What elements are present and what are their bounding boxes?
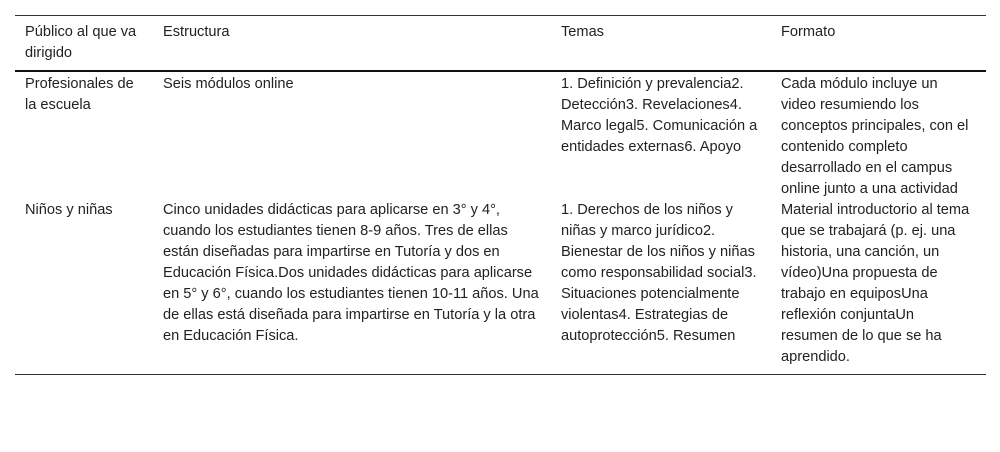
table-row [15,200,986,375]
table-body [15,71,986,375]
header-row [15,16,986,72]
header-temas: Temas [561,24,604,40]
cell-temas: 1. Derechos de los niños y niñas y marco jurídico2. Bienestar de los niños y niñas como responsabilidad social3. Situaciones potencialmente violentas4. Estrategias de autoprotección5. Resumen [561,202,757,344]
cell-formato: Cada módulo incluye un video resumiendo los conceptos principales, con el contenido completo desarrollado en el campus online junto a una actividad [781,76,969,197]
header-formato: Formato [781,24,836,40]
cell-publico: Niños y niñas [25,202,113,218]
cell-estructura: Cinco unidades didácticas para aplicarse en 3° y 4°, cuando los estudiantes tienen 8-9 años. Tres de ellas están diseñadas para impartirse en Tutoría y dos en Educación Física.Dos unidades didácticas para aplicarse en 5° y 6°, cuando los estudiantes tienen 10-11 años. Una de ellas está diseñada para impartirse en Tutoría y la otra en Educación Física. [163,202,539,344]
header-publico: Público al que va dirigido [25,24,137,61]
cell-formato: Material introductorio al tema que se trabajará (p. ej. una historia, una canción, un vídeo)Una propuesta de trabajo en equiposUna reflexión conjuntaUn resumen de lo que se ha aprendido. [781,202,970,365]
header-estructura: Estructura [163,24,230,40]
cell-publico: Profesionales de la escuela [25,76,134,113]
cell-estructura: Seis módulos online [163,76,294,92]
table-header [15,16,986,72]
table-row [15,71,986,200]
program-table [15,15,986,375]
cell-temas: 1. Definición y prevalencia2. Detección3. Revelaciones4. Marco legal5. Comunicación a entidades externas6. Apoyo [561,76,758,155]
content-table-container [15,15,986,375]
